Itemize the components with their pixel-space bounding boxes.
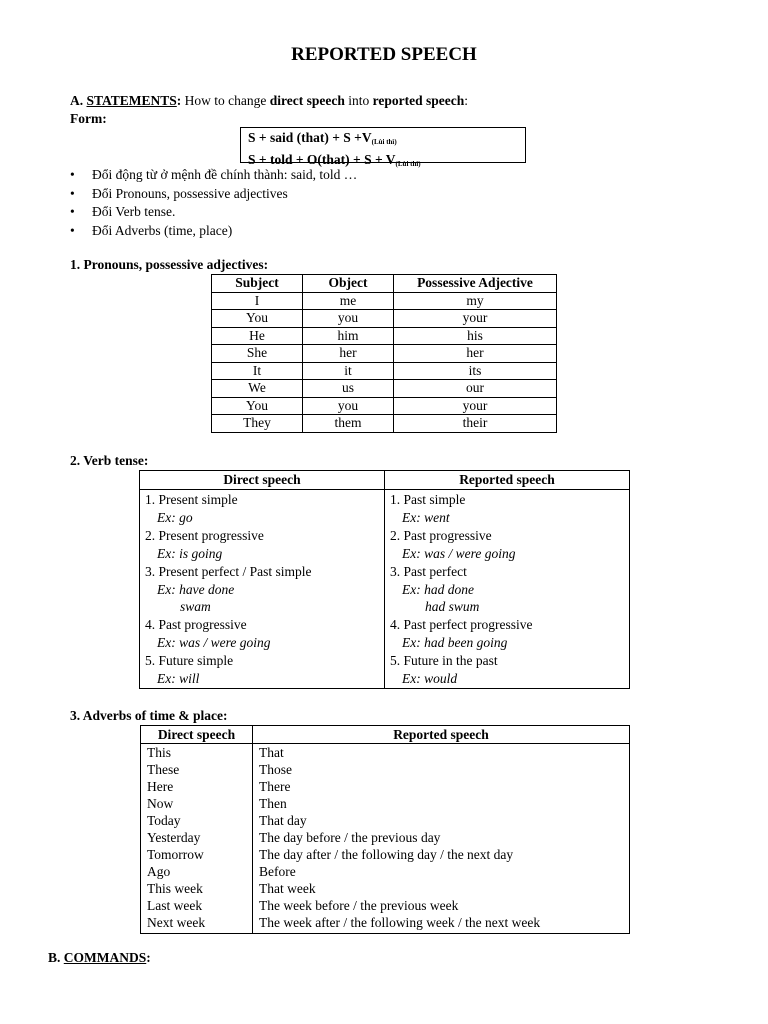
tense-item: 1. Present simple [145, 492, 238, 507]
section-b-colon: : [146, 950, 151, 965]
table-cell: her [303, 345, 394, 363]
intro-text-3: : [464, 93, 469, 108]
formula-told-text: S + told + O(that) + S + V [248, 152, 396, 167]
section-b-heading [48, 950, 151, 966]
col-header-reported: Reported speech [385, 471, 630, 490]
formula-box [240, 127, 526, 168]
list-item: Before [259, 864, 296, 879]
tense-item: 3. Past perfect [390, 563, 467, 579]
tense-example: Ex: was / were going [402, 545, 516, 561]
list-item: Now [147, 796, 174, 811]
intro-text-1: How to change [181, 93, 270, 108]
list-item: Next week [147, 915, 206, 930]
list-item: Those [259, 762, 292, 777]
tense-example: Ex: is going [157, 545, 223, 561]
section-a-label: STATEMENTS [86, 93, 177, 108]
tense-example: swam [180, 599, 211, 615]
col-header-direct: Direct speech [141, 726, 253, 744]
statement-bullet-list [70, 166, 357, 240]
table-cell: You [212, 310, 303, 328]
table-row [212, 380, 557, 398]
reported-adverbs-cell [253, 744, 630, 934]
list-item: There [259, 779, 291, 794]
table-cell: him [303, 327, 394, 345]
list-item: The week after / the following week / the next week [259, 915, 541, 930]
table-cell: us [303, 380, 394, 398]
table-cell: our [394, 380, 557, 398]
col-header-possessive: Possessive Adjective [394, 275, 557, 293]
table-cell: We [212, 380, 303, 398]
table-cell: them [303, 415, 394, 433]
table-row [212, 415, 557, 433]
tense-example: Ex: had done [402, 581, 474, 597]
section-a-intro [70, 93, 468, 109]
formula-said-sub: (Lùi thì) [371, 138, 397, 146]
formula-said-text: S + said (that) + S +V [248, 130, 372, 145]
formula-told-sub: (Lùi thì) [395, 160, 421, 168]
table-cell: her [394, 345, 557, 363]
page-title: REPORTED SPEECH [291, 44, 477, 65]
list-item: The day before / the previous day [259, 830, 441, 845]
adverbs-table [140, 725, 630, 934]
tense-item: 3. Present perfect / Past simple [145, 563, 312, 579]
formula-line-said [248, 129, 525, 151]
list-item: Today [147, 813, 181, 828]
verb-tense-table [139, 470, 630, 689]
intro-bold-1: direct speech [269, 93, 345, 108]
section-b-prefix: B. [48, 950, 64, 965]
table-row [212, 345, 557, 363]
table-cell: its [394, 362, 557, 380]
table-row [212, 397, 557, 415]
pronouns-table [211, 274, 557, 433]
table-row [212, 292, 557, 310]
list-item: That day [259, 813, 307, 828]
table-cell: You [212, 397, 303, 415]
section-a-colon: : [176, 93, 182, 108]
list-item: Here [147, 779, 174, 794]
table-cell: me [303, 292, 394, 310]
list-item: That week [259, 881, 316, 896]
direct-tense-cell [140, 490, 385, 689]
list-item: The week before / the previous week [259, 898, 459, 913]
table-cell: my [394, 292, 557, 310]
table-row [212, 362, 557, 380]
list-item: These [147, 762, 180, 777]
list-item: This [147, 745, 172, 760]
list-item: Tomorrow [147, 847, 204, 862]
table-cell: his [394, 327, 557, 345]
tense-example: Ex: was / were going [157, 635, 271, 651]
tense-item: 5. Future in the past [390, 653, 498, 669]
list-item: This week [147, 881, 203, 896]
tense-example: Ex: would [402, 671, 458, 687]
tense-example: Ex: went [402, 509, 450, 525]
section-a-prefix: A. [70, 93, 87, 108]
tense-example: had swum [425, 599, 480, 615]
form-label: Form: [70, 111, 107, 126]
tense-example: Ex: have done [157, 581, 235, 597]
table-cell: their [394, 415, 557, 433]
tense-item: 2. Present progressive [145, 527, 264, 543]
tense-item: 5. Future simple [145, 653, 234, 669]
table-cell: He [212, 327, 303, 345]
table-cell: it [303, 362, 394, 380]
list-item: Ago [147, 864, 171, 879]
bullet-item: • Đổi Pronouns, possessive adjectives [70, 185, 357, 204]
table-row [212, 310, 557, 328]
table-cell: your [394, 397, 557, 415]
adverbs-heading: 3. Adverbs of time & place: [70, 708, 228, 723]
col-header-reported: Reported speech [253, 726, 630, 744]
table-cell: She [212, 345, 303, 363]
list-item: Last week [147, 898, 203, 913]
table-cell: your [394, 310, 557, 328]
intro-text-2: into [344, 93, 373, 108]
col-header-object: Object [303, 275, 394, 293]
tense-item: 4. Past progressive [145, 617, 247, 633]
list-item: That [259, 745, 284, 760]
table-cell: you [303, 397, 394, 415]
table-cell: you [303, 310, 394, 328]
tense-example: Ex: go [157, 509, 193, 525]
bullet-item: • Đổi Verb tense. [70, 203, 357, 222]
bullet-item: • Đổi động từ ở mệnh đề chính thành: said, told … [70, 166, 357, 185]
list-item: The day after / the following day / the next day [259, 847, 514, 862]
reported-tense-cell [385, 490, 630, 689]
tense-example: Ex: had been going [402, 635, 508, 651]
table-cell: They [212, 415, 303, 433]
col-header-subject: Subject [212, 275, 303, 293]
bullet-item: • Đổi Adverbs (time, place) [70, 222, 357, 241]
tense-item: 2. Past progressive [390, 527, 492, 543]
intro-bold-2: reported speech [372, 93, 465, 108]
tense-example: Ex: will [157, 671, 200, 687]
list-item: Then [259, 796, 287, 811]
section-b-label: COMMANDS [63, 950, 147, 965]
direct-adverbs-cell [141, 744, 253, 934]
list-item: Yesterday [147, 830, 201, 845]
col-header-direct: Direct speech [140, 471, 385, 490]
tense-item: 1. Past simple [390, 492, 466, 507]
table-row [212, 327, 557, 345]
table-cell: It [212, 362, 303, 380]
table-cell: I [212, 292, 303, 310]
verb-tense-heading: 2. Verb tense: [70, 453, 149, 468]
tense-item: 4. Past perfect progressive [390, 617, 533, 633]
pronouns-heading: 1. Pronouns, possessive adjectives: [70, 257, 269, 272]
